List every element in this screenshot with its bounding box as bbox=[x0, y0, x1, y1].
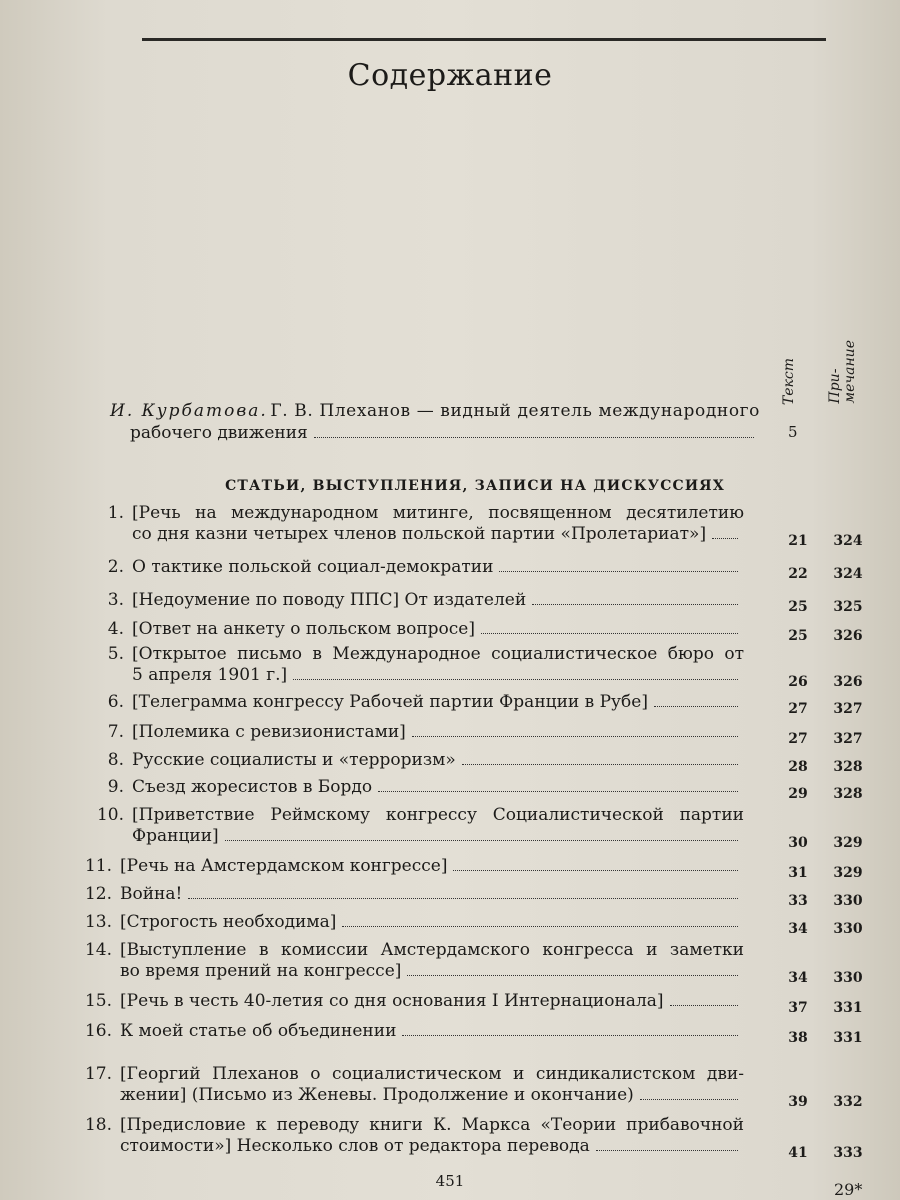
text-page-number: 29 bbox=[788, 786, 808, 802]
entry-title-line: [Полемика с ревизионистами] bbox=[132, 722, 406, 742]
entry-title-line: К моей статье об объединении bbox=[120, 1021, 397, 1041]
entry-title-line: 5 апреля 1901 г.] bbox=[132, 665, 288, 685]
dot-leader bbox=[499, 570, 738, 572]
entry-title-line: [Открытое письмо в Международное социалистическое бюро от bbox=[132, 644, 744, 664]
dot-leader bbox=[342, 925, 738, 927]
signature-mark: 29* bbox=[834, 1180, 863, 1199]
entry-title-line: [Ответ на анкету о польском вопросе] bbox=[132, 619, 475, 639]
entry-title-line: [Телеграмма конгрессу Рабочей партии Франции в Рубе] bbox=[132, 692, 648, 712]
intro-title-line1: Г. В. Плеханов — видный деятель международного bbox=[270, 401, 760, 421]
column-header-note: При- мечание bbox=[827, 340, 858, 404]
intro-author: И. Курбатова. bbox=[110, 401, 268, 421]
note-page-number: 330 bbox=[833, 970, 863, 986]
section-heading: СТАТЬИ, ВЫСТУПЛЕНИЯ, ЗАПИСИ НА ДИСКУССИЯХ bbox=[225, 478, 725, 494]
entry-title-line: [Георгий Плеханов о социалистическом и синдикалистском дви- bbox=[120, 1064, 744, 1084]
page-number: 451 bbox=[435, 1172, 465, 1190]
note-page-number: 331 bbox=[833, 1030, 863, 1046]
dot-leader bbox=[654, 705, 738, 707]
entry-title-line: [Речь в честь 40-летия со дня основания I Интернационала] bbox=[120, 991, 664, 1011]
entry-number: 5. bbox=[107, 644, 124, 664]
entry-number: 12. bbox=[84, 884, 112, 904]
note-page-number: 327 bbox=[833, 731, 863, 747]
entry-title-line: О тактике польской социал-демократии bbox=[132, 557, 494, 577]
page-title: Содержание bbox=[347, 58, 553, 93]
note-page-number: 328 bbox=[833, 786, 863, 802]
dot-leader bbox=[596, 1149, 738, 1151]
text-page-number: 27 bbox=[788, 731, 808, 747]
entry-number: 11. bbox=[84, 856, 112, 876]
entry-title-line: Съезд жоресистов в Бордо bbox=[132, 777, 373, 797]
text-page-number: 26 bbox=[788, 674, 808, 690]
entry-number: 7. bbox=[107, 722, 124, 742]
dot-leader bbox=[407, 974, 738, 976]
dot-leader bbox=[453, 869, 738, 871]
dot-leader bbox=[640, 1098, 738, 1100]
note-page-number: 324 bbox=[833, 566, 863, 582]
entry-number: 18. bbox=[84, 1115, 112, 1135]
text-page-number: 33 bbox=[788, 893, 808, 909]
text-page-number: 27 bbox=[788, 701, 808, 717]
dot-leader bbox=[225, 839, 738, 841]
entry-number: 9. bbox=[107, 777, 124, 797]
entry-number: 17. bbox=[84, 1064, 112, 1084]
entry-title-line: [Предисловие к переводу книги К. Маркса «Теории прибавочной bbox=[120, 1115, 744, 1135]
note-page-number: 329 bbox=[833, 835, 863, 851]
note-page-number: 332 bbox=[833, 1094, 863, 1110]
note-page-number: 328 bbox=[833, 759, 863, 775]
text-page-number: 31 bbox=[788, 865, 808, 881]
dot-leader bbox=[402, 1034, 738, 1036]
entry-number: 3. bbox=[107, 590, 124, 610]
note-page-number: 333 bbox=[833, 1145, 863, 1161]
dot-leader bbox=[712, 537, 738, 539]
entry-title-line: [Строгость необходима] bbox=[120, 912, 337, 932]
text-page-number: 34 bbox=[788, 970, 808, 986]
text-page-number: 25 bbox=[788, 628, 808, 644]
entry-number: 14. bbox=[84, 940, 112, 960]
entry-title-line: [Речь на Амстердамском конгрессе] bbox=[120, 856, 448, 876]
text-page-number: 41 bbox=[788, 1145, 808, 1161]
text-page-number: 37 bbox=[788, 1000, 808, 1016]
dot-leader bbox=[293, 678, 738, 680]
entry-title-line: Русские социалисты и «терроризм» bbox=[132, 750, 456, 770]
entry-title-line: [Приветствие Реймскому конгрессу Социалистической партии bbox=[132, 805, 744, 825]
entry-title-line: стоимости»] Несколько слов от редактора перевода bbox=[120, 1136, 590, 1156]
dot-leader bbox=[481, 632, 738, 634]
note-page-number: 327 bbox=[833, 701, 863, 717]
entry-title-line: Война! bbox=[120, 884, 183, 904]
note-page-number: 326 bbox=[833, 628, 863, 644]
entry-title-line: [Недоумение по поводу ППС] От издателей bbox=[132, 590, 527, 610]
dot-leader bbox=[412, 735, 738, 737]
text-page-number: 38 bbox=[788, 1030, 808, 1046]
dot-leader bbox=[188, 897, 738, 899]
text-page-number: 30 bbox=[788, 835, 808, 851]
note-page-number: 329 bbox=[833, 865, 863, 881]
entry-number: 10. bbox=[96, 805, 124, 825]
text-page-number: 22 bbox=[788, 566, 808, 582]
entry-title-line: со дня казни четырех членов польской партии «Пролетариат»] bbox=[132, 524, 707, 544]
text-page-number: 34 bbox=[788, 921, 808, 937]
entry-title-line: [Речь на международном митинге, посвященном десятилетию bbox=[132, 503, 744, 523]
text-page-number: 39 bbox=[788, 1094, 808, 1110]
note-page-number: 330 bbox=[833, 921, 863, 937]
entry-number: 15. bbox=[84, 991, 112, 1011]
text-page-number: 25 bbox=[788, 599, 808, 615]
note-page-number: 325 bbox=[833, 599, 863, 615]
column-header-text: Текст bbox=[781, 358, 797, 406]
dot-leader bbox=[670, 1004, 738, 1006]
note-page-number: 326 bbox=[833, 674, 863, 690]
entry-number: 16. bbox=[84, 1021, 112, 1041]
entry-number: 4. bbox=[107, 619, 124, 639]
entry-title-line: Франции] bbox=[132, 826, 219, 846]
note-page-number: 324 bbox=[833, 533, 863, 549]
intro-title-line2: рабочего движения bbox=[130, 423, 308, 443]
dot-leader bbox=[462, 763, 738, 765]
dot-leader bbox=[532, 603, 738, 605]
top-rule bbox=[142, 38, 826, 41]
intro-page-number: 5 bbox=[788, 423, 798, 441]
entry-title-line: [Выступление в комиссии Амстердамского конгресса и заметки bbox=[120, 940, 744, 960]
note-page-number: 331 bbox=[833, 1000, 863, 1016]
entry-number: 13. bbox=[84, 912, 112, 932]
entry-title-line: во время прений на конгрессе] bbox=[120, 961, 402, 981]
entry-number: 8. bbox=[107, 750, 124, 770]
dot-leader bbox=[314, 436, 754, 438]
note-page-number: 330 bbox=[833, 893, 863, 909]
intro-entry bbox=[110, 400, 760, 444]
entry-number: 2. bbox=[107, 557, 124, 577]
entry-number: 6. bbox=[107, 692, 124, 712]
text-page-number: 28 bbox=[788, 759, 808, 775]
entry-title-line: жении] (Письмо из Женевы. Продолжение и окончание) bbox=[120, 1085, 634, 1105]
entry-number: 1. bbox=[107, 503, 124, 523]
dot-leader bbox=[378, 790, 738, 792]
text-page-number: 21 bbox=[788, 533, 808, 549]
